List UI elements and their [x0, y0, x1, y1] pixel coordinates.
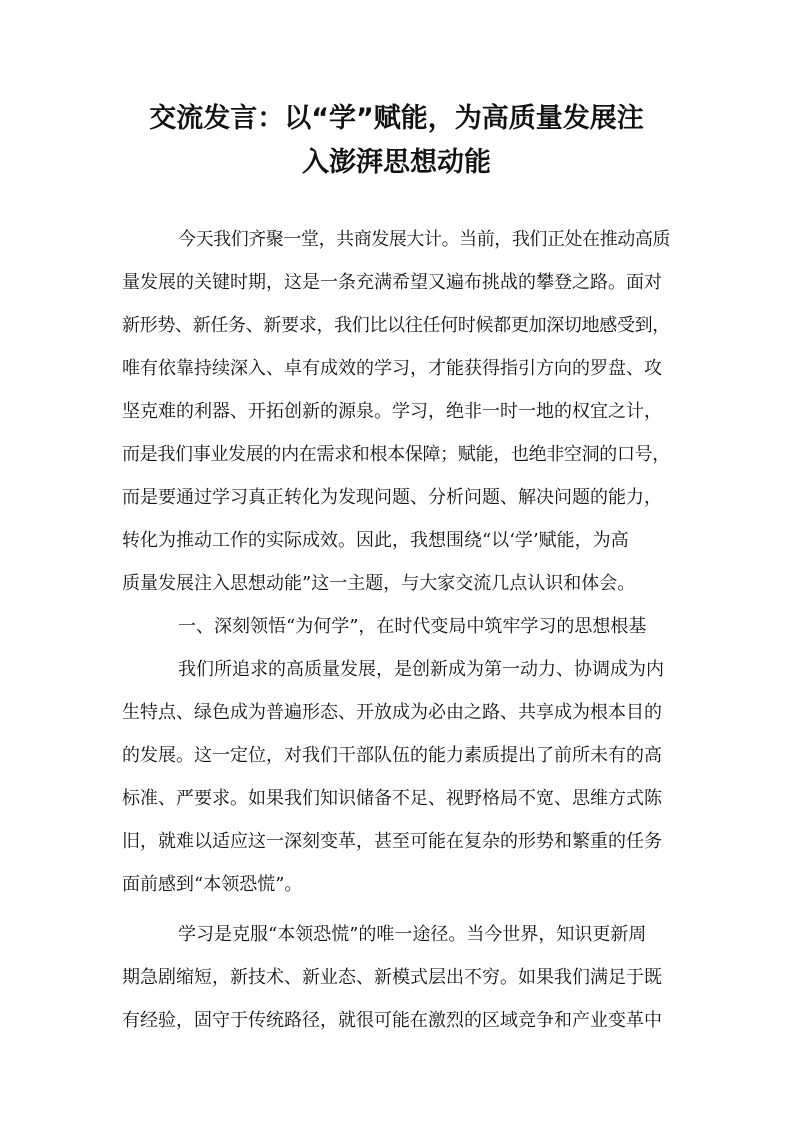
text-line: 质量发展注入思想动能”这一主题，与大家交流几点认识和体会。 [122, 573, 636, 594]
text-line: 今天我们齐聚一堂，共商发展大计。当前，我们正处在推动高质 [178, 229, 670, 250]
text-line: 的发展。这一定位，对我们干部队伍的能力素质提出了前所未有的高 [122, 745, 662, 766]
text-line: 而是要通过学习真正转化为发现问题、分析问题、解决问题的能力， [122, 487, 662, 508]
text-line: 坚克难的利器、开拓创新的源泉。学习，绝非一时一地的权宜之计， [122, 401, 662, 422]
text-line: 唯有依靠持续深入、卓有成效的学习，才能获得指引方向的罗盘、攻 [122, 358, 662, 379]
text-line: 学习是克服“本领恐慌”的唯一途径。当今世界，知识更新周 [178, 924, 647, 945]
text-line: 有经验，固守于传统路径，就很可能在激烈的区域竞争和产业变革中 [122, 1010, 662, 1031]
text-line: 而是我们事业发展的内在需求和根本保障；赋能，也绝非空洞的口号， [122, 444, 670, 465]
section-heading: 一、深刻领悟“为何学”，在时代变局中筑牢学习的思想根基 [178, 616, 647, 637]
text-line: 转化为推动工作的实际成效。因此，我想围绕“以‘学’赋能，为高 [122, 530, 629, 551]
text-line: 新形势、新任务、新要求，我们比以往任何时候都更加深切地感受到， [122, 315, 670, 336]
text-line: 量发展的关键时期，这是一条充满希望又遍布挑战的攀登之路。面对 [122, 272, 662, 293]
text-line: 旧，就难以适应这一深刻变革，甚至可能在复杂的形势和繁重的任务 [122, 831, 662, 852]
text-line: 标准、严要求。如果我们知识储备不足、视野格局不宽、思维方式陈 [122, 788, 662, 809]
document-title-line-1: 交流发言：以“学”赋能，为高质量发展注 [149, 103, 644, 134]
text-line: 我们所追求的高质量发展，是创新成为第一动力、协调成为内 [178, 659, 664, 680]
text-line: 面前感到“本领恐慌”。 [122, 874, 303, 895]
document-title-line-2: 入澎湃思想动能 [302, 147, 491, 178]
text-line: 期急剧缩短，新技术、新业态、新模式层出不穷。如果我们满足于既 [122, 967, 662, 988]
text-line: 生特点、绿色成为普遍形态、开放成为必由之路、共享成为根本目的 [122, 702, 662, 723]
